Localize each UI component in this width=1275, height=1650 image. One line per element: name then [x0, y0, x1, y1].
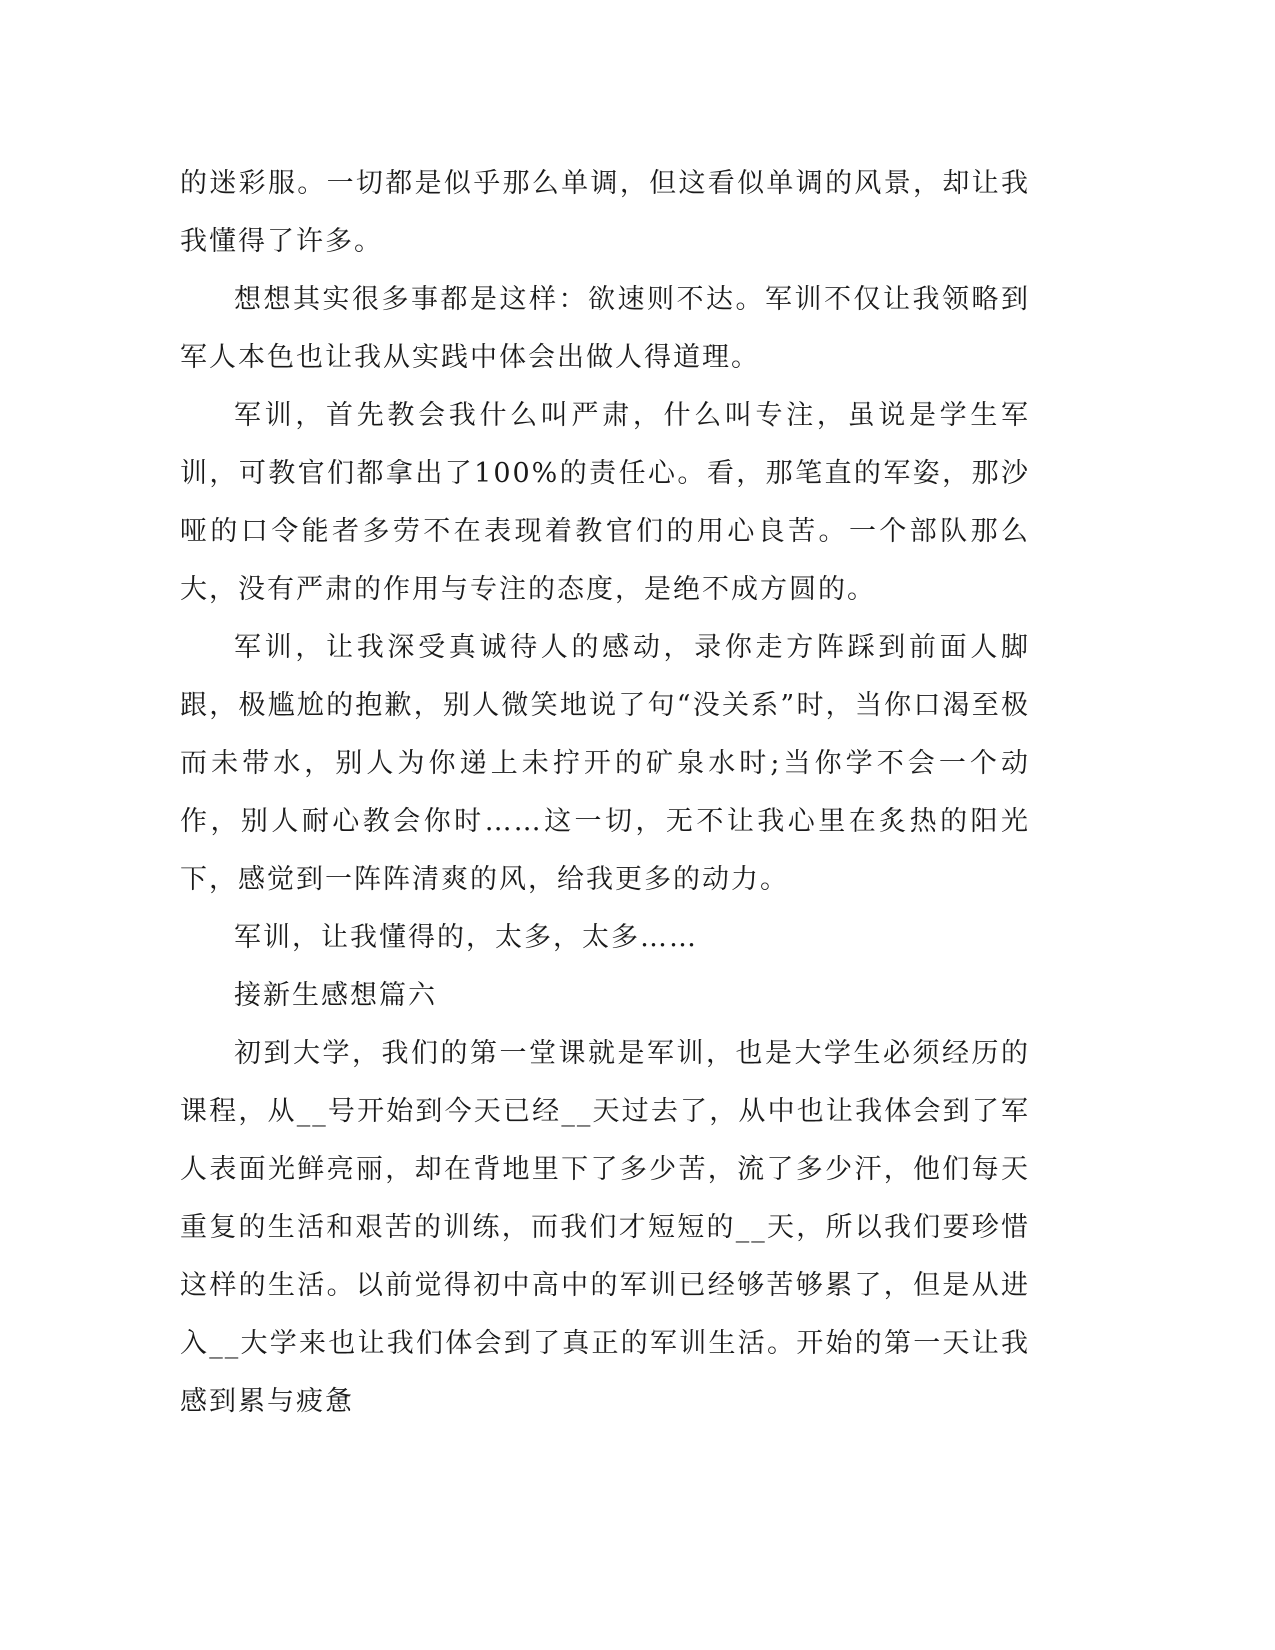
paragraph-2: 想想其实很多事都是这样：欲速则不达。军训不仅让我领略到军人本色也让我从实践中体会出做人得道理。: [180, 284, 1030, 373]
section-heading: 接新生感想篇六: [234, 980, 437, 1011]
paragraph-4: 军训，让我深受真诚待人的感动，录你走方阵踩到前面人脚跟，极尴尬的抱歉，别人微笑地说了句“没关系”时，当你口渴至极而未带水，别人为你递上未拧开的矿泉水时;当你学不会一个动作，别人耐心教会你时……这一切，无不让我心里在炙热的阳光下，感觉到一阵阵清爽的风，给我更多的动力。: [180, 632, 1030, 895]
paragraph-3: 军训，首先教会我什么叫严肃，什么叫专注，虽说是学生军训，可教官们都拿出了100%的责任心。看，那笔直的军姿，那沙哑的口令能者多劳不在表现着教官们的用心良苦。一个部队那么大，没有严肃的作用与专注的态度，是绝不成方圆的。: [180, 400, 1030, 605]
document-body: [180, 155, 1030, 1431]
paragraph-1: 的迷彩服。一切都是似乎那么单调，但这看似单调的风景，却让我我懂得了许多。: [180, 168, 1030, 257]
paragraph-5: 军训，让我懂得的，太多，太多……: [234, 922, 698, 953]
paragraph-7: 初到大学，我们的第一堂课就是军训，也是大学生必须经历的课程，从__号开始到今天已经__天过去了，从中也让我体会到了军人表面光鲜亮丽，却在背地里下了多少苦，流了多少汗，他们每天重复的生活和艰苦的训练，而我们才短短的__天，所以我们要珍惜这样的生活。以前觉得初中高中的军训已经够苦够累了，但是从进入__大学来也让我们体会到了真正的军训生活。开始的第一天让我感到累与疲惫: [180, 1038, 1030, 1417]
